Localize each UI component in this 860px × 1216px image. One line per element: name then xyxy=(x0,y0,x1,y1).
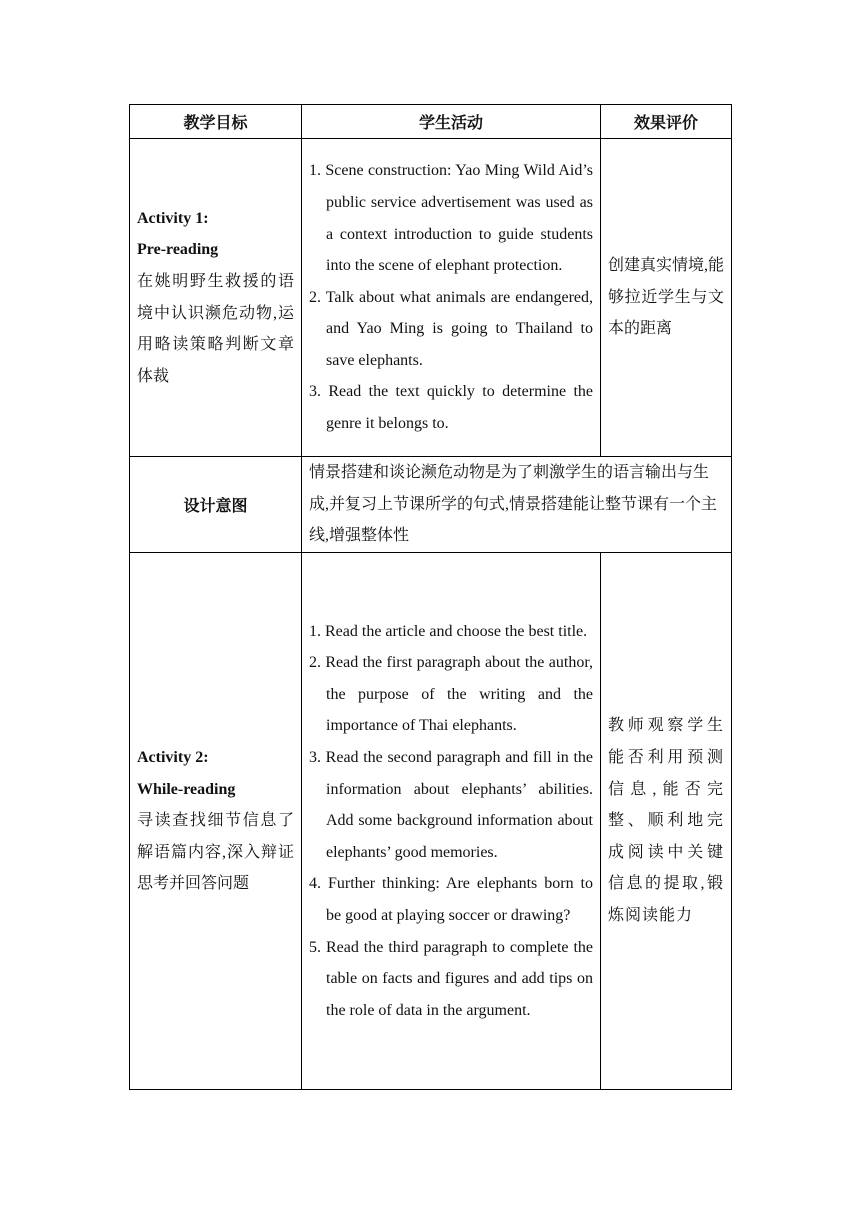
lesson-plan-table xyxy=(129,104,732,1090)
list-item: 2. Read the first paragraph about the author, the purpose of the writing and the importance of Thai elephants. xyxy=(309,654,593,735)
activity1-title: Activity 1: xyxy=(137,209,209,227)
list-item: 1. Read the article and choose the best title. xyxy=(309,622,588,640)
activity1-steps-list xyxy=(309,155,593,439)
activity2-objective-cell xyxy=(130,553,302,1090)
design-intent-label: 设计意图 xyxy=(130,457,302,553)
activity2-objective: 寻读查找细节信息了解语篇内容,深入辩证思考并回答问题 xyxy=(137,812,294,893)
activity1-objective-cell xyxy=(130,139,302,457)
list-item: 5. Read the third paragraph to complete the table on facts and figures and add tips on the role of data in the argument. xyxy=(309,938,593,1019)
activity2-subtitle: While-reading xyxy=(137,780,236,798)
design-intent-text: 情景搭建和谈论濒危动物是为了刺激学生的语言输出与生成,并复习上节课所学的句式,情景搭建能让整节课有一个主线,增强整体性 xyxy=(302,457,732,553)
activity2-title: Activity 2: xyxy=(137,749,209,767)
activity1-row xyxy=(130,139,732,457)
list-item: 1. Scene construction: Yao Ming Wild Aid’s public service advertisement was used as a context introduction to guide students into the scene of elephant protection. xyxy=(309,162,593,275)
list-item: 3. Read the second paragraph and fill in the information about elephants’ abilities. Add some background information about elephants’ good memories. xyxy=(309,749,593,861)
header-objective: 教学目标 xyxy=(130,105,302,139)
activity2-row xyxy=(130,553,732,1090)
header-evaluation: 效果评价 xyxy=(601,105,732,139)
activity1-steps-cell xyxy=(302,139,601,457)
table-header-row xyxy=(130,105,732,139)
list-item: 3. Read the text quickly to determine the genre it belongs to. xyxy=(309,383,593,433)
activity2-evaluation: 教师观察学生能否利用预测信息,能否完整、顺利地完成阅读中关键信息的提取,锻炼阅读能力 xyxy=(601,553,732,1090)
design-intent-row xyxy=(130,457,732,553)
activity2-steps-cell xyxy=(302,553,601,1090)
list-item: 4. Further thinking: Are elephants born to be good at playing soccer or drawing? xyxy=(309,875,593,924)
list-item: 2. Talk about what animals are endangered, and Yao Ming is going to Thailand to save elephants. xyxy=(309,288,593,369)
activity1-subtitle: Pre-reading xyxy=(137,241,219,259)
activity2-steps-list xyxy=(309,616,593,1027)
header-activities: 学生活动 xyxy=(302,105,601,139)
activity1-objective: 在姚明野生救援的语境中认识濒危动物,运用略读策略判断文章体裁 xyxy=(137,272,294,385)
activity1-evaluation: 创建真实情境,能够拉近学生与文本的距离 xyxy=(601,139,732,457)
